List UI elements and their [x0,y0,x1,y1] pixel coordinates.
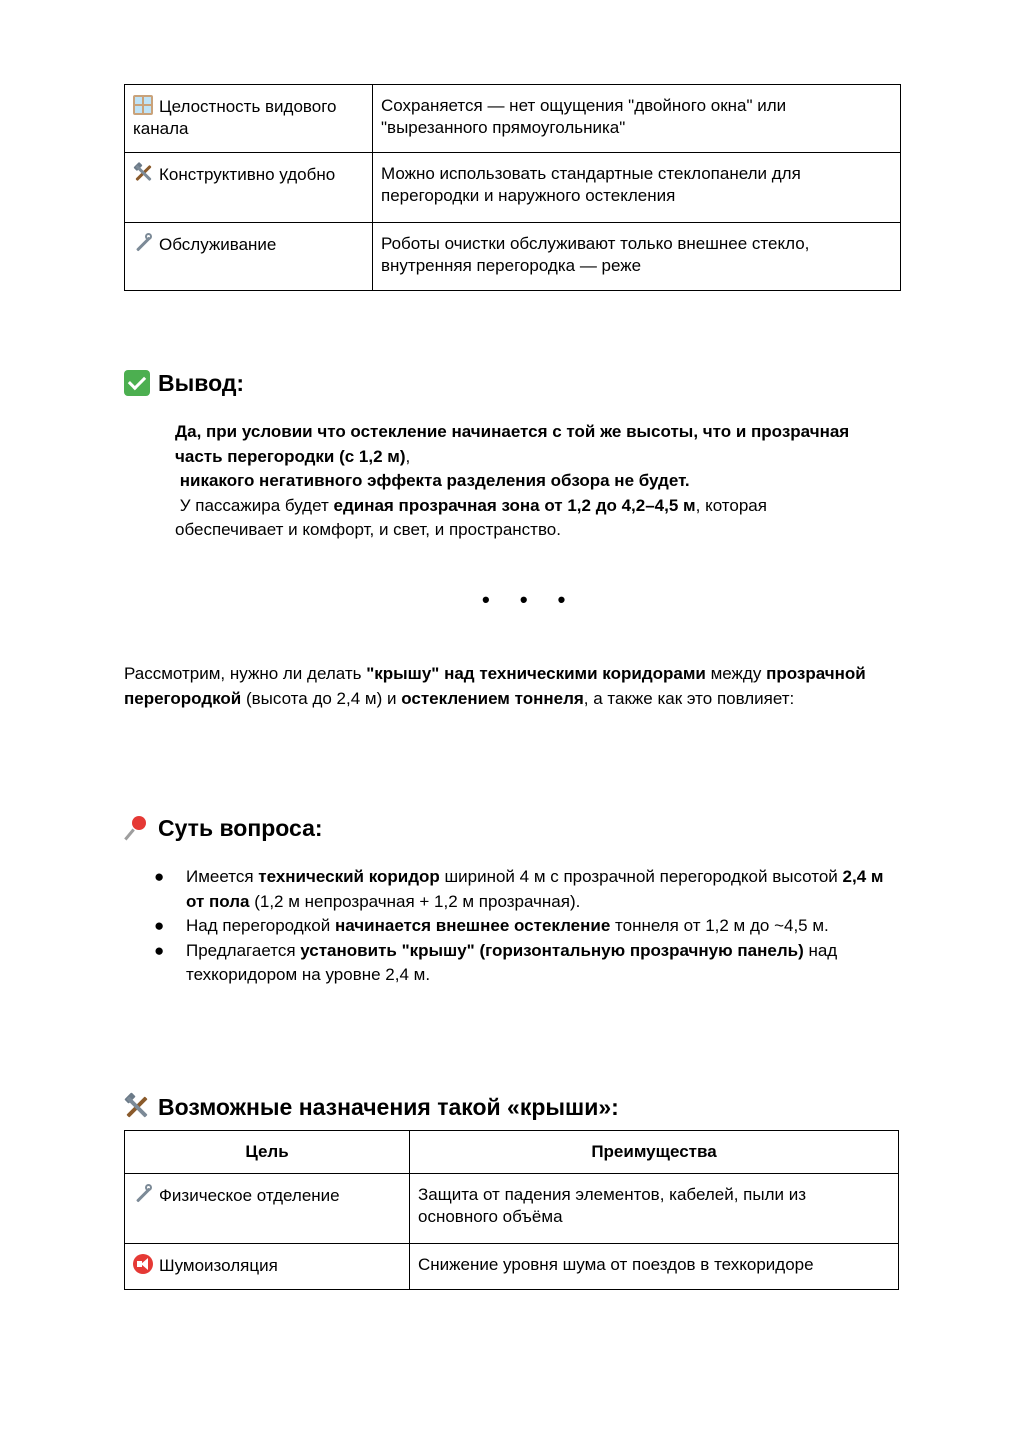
table-row [125,223,901,291]
conclusion-heading [124,368,244,398]
table-cell-label [125,153,373,223]
question-heading-text: Суть вопроса: [158,815,323,841]
section-separator: • • • [482,587,578,612]
conclusion-line-2: никакого негативного эффекта разделения обзора не будет. [179,471,690,490]
row-label: Шумоизоляция [159,1256,278,1275]
features-table [124,84,901,291]
bullet-icon: ● [154,867,165,886]
row-label: Целостность видового канала [133,97,337,138]
table-cell-label [125,85,373,153]
pushpin-icon [124,815,150,841]
conclusion-body [175,420,875,543]
purposes-heading [124,1092,619,1122]
row-label: Конструктивно удобно [159,165,336,184]
bullet-icon: ● [154,916,165,935]
check-mark-icon [124,370,150,396]
conclusion-heading-text: Вывод: [158,370,245,396]
question-heading [124,813,323,843]
list-item: ● Имеется технический коридор шириной 4 м с прозрачной перегородкой высотой 2,4 м от пола (1,2 м непрозрачная + 1,2 м прозрачная). [154,867,884,911]
table-cell-label [125,1244,410,1290]
table-cell-text: Сохраняется — нет ощущения "двойного окна" или "вырезанного прямоугольника" [373,85,901,153]
bullet-icon: ● [154,940,165,960]
table-cell-text: Можно использовать стандартные стеклопанели для перегородки и наружного остекления [373,153,901,223]
muted-speaker-icon [133,1254,153,1274]
table-row [125,1244,899,1290]
table-cell-text: Роботы очистки обслуживают только внешнее стекло, внутренняя перегородка — реже [373,223,901,291]
window-icon [133,95,153,115]
table-row [125,85,901,153]
column-header-goal: Цель [125,1131,410,1174]
purposes-heading-text: Возможные назначения такой «крыши»: [158,1094,619,1120]
table-row [125,153,901,223]
table-cell-text: Защита от падения элементов, кабелей, пыли из основного объёма [410,1174,899,1244]
intro-paragraph: Рассмотрим, нужно ли делать "крышу" над техническими коридорами между прозрачной перегородкой (высота до 2,4 м) и остеклением тоннеля, а также как это повлияет: [124,664,866,708]
hammer-and-wrench-icon [133,163,153,183]
conclusion-line-1: Да, при условии что остекление начинается с той же высоты, что и прозрачная часть перегородки (с 1,2 м), [175,422,850,466]
purposes-table [124,1130,899,1290]
table-cell-label [125,1174,410,1244]
wrench-icon [133,233,153,253]
question-list [124,865,894,988]
row-label: Обслуживание [159,235,277,254]
table-row [125,1174,899,1244]
table-cell-text: Снижение уровня шума от поездов в техкоридоре [410,1244,899,1290]
table-header-row [125,1131,899,1174]
hammer-and-wrench-icon [124,1094,150,1120]
list-item: ● Над перегородкой начинается внешнее остекление тоннеля от 1,2 м до ~4,5 м. [124,914,894,939]
table-cell-label [125,223,373,291]
row-label: Физическое отделение [159,1186,340,1205]
column-header-benefits: Преимущества [410,1131,899,1174]
wrench-icon [133,1184,153,1204]
list-item: ● Предлагается установить "крышу" (горизонтальную прозрачную панель) над техкоридором на уровне 2,4 м. [154,940,838,984]
conclusion-line-3: У пассажира будет единая прозрачная зона от 1,2 до 4,2–4,5 м, которая обеспечивает и комфорт, и свет, и пространство. [175,495,767,539]
